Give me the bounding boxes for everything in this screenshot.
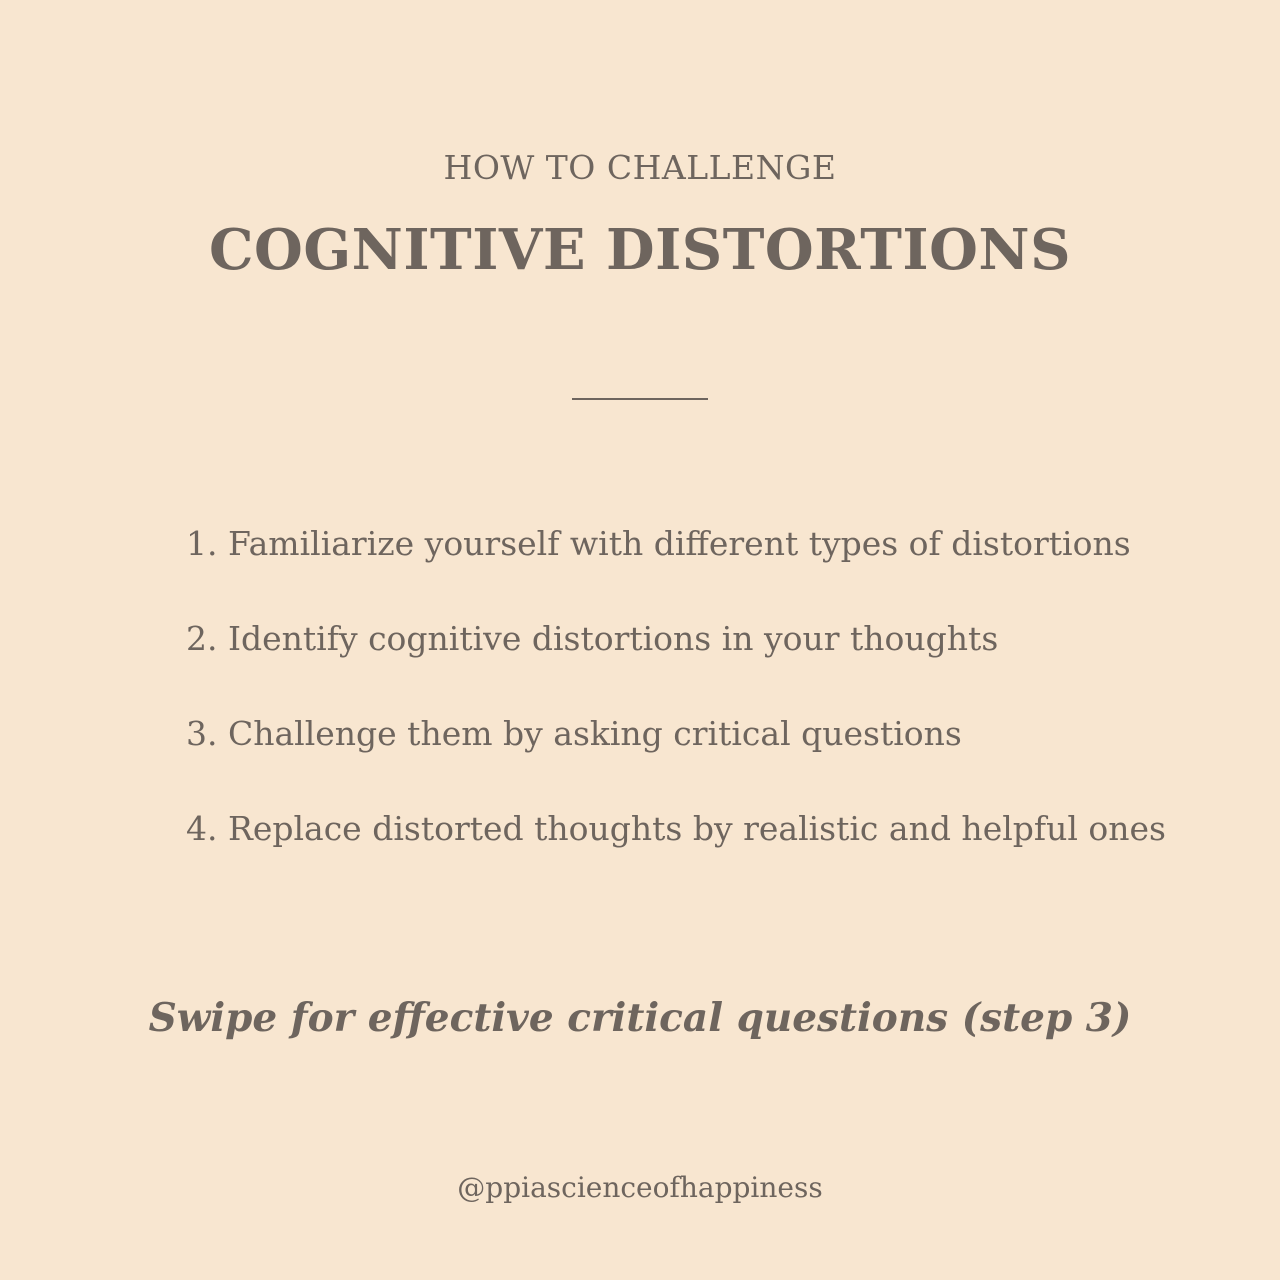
step-item-4: 4. Replace distorted thoughts by realistic and helpful ones — [186, 809, 1166, 848]
step-item-2: 2. Identify cognitive distortions in your thoughts — [186, 619, 999, 658]
step-item-3: 3. Challenge them by asking critical questions — [186, 714, 962, 753]
steps-list — [186, 516, 1166, 896]
swipe-prompt: Swipe for effective critical questions (step 3) — [148, 995, 1132, 1041]
divider-line — [572, 398, 708, 400]
page-title: COGNITIVE DISTORTIONS — [208, 217, 1072, 283]
subtitle-kicker: HOW TO CHALLENGE — [443, 148, 837, 187]
account-handle: @ppiascienceofhappiness — [457, 1171, 823, 1204]
step-item-1: 1. Familiarize yourself with different types of distortions — [186, 524, 1131, 563]
